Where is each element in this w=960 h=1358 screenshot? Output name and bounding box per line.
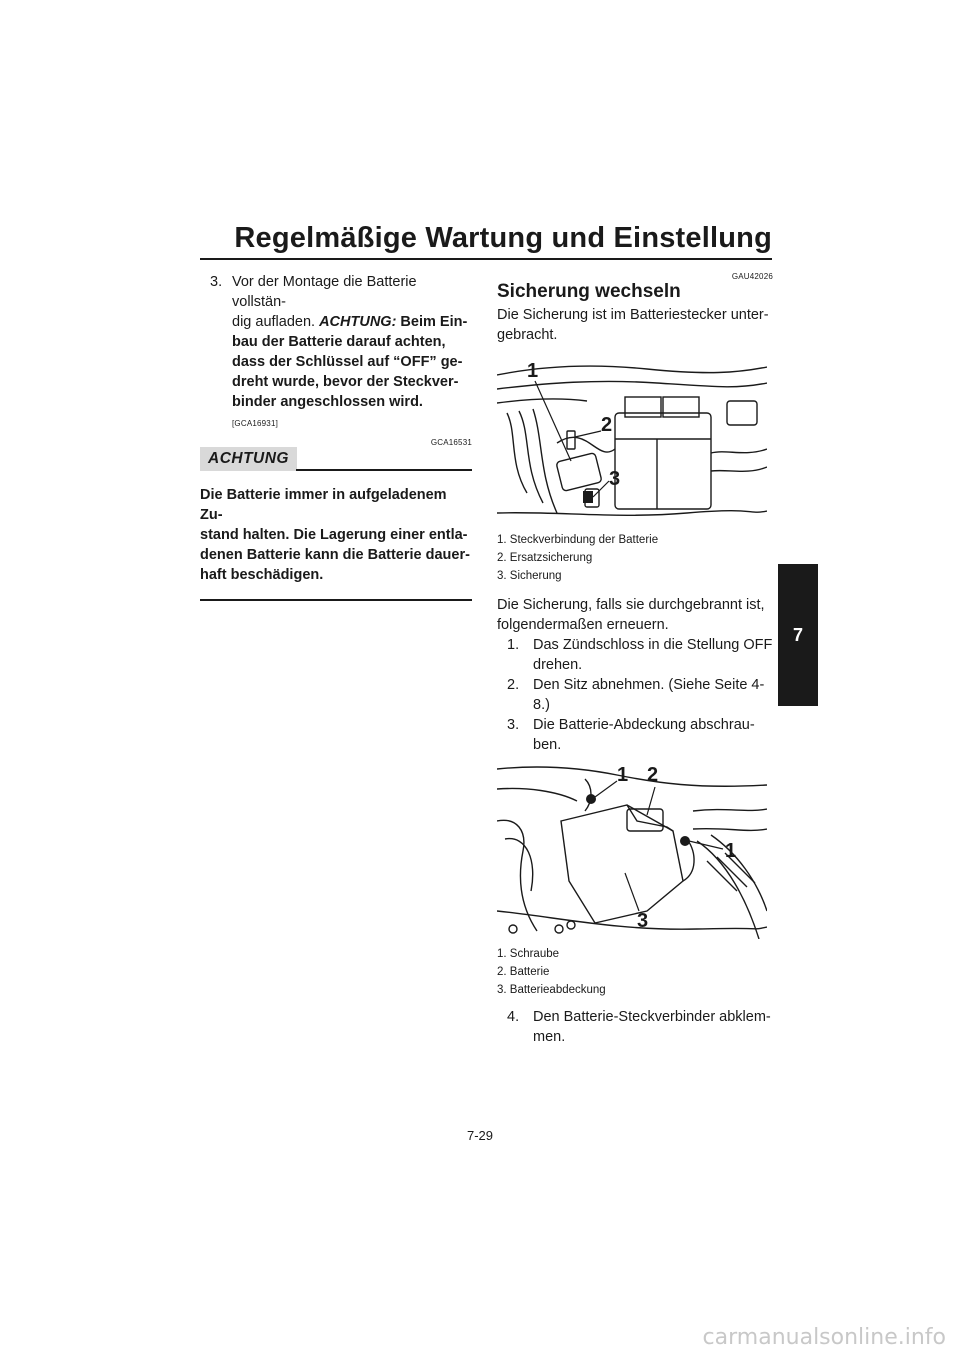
caution-inline-code: [GCA16931] bbox=[232, 419, 279, 428]
watermark: carmanualsonline.info bbox=[702, 1325, 946, 1350]
section-intro bbox=[497, 305, 773, 345]
figure-caption bbox=[497, 945, 773, 999]
figure-label: 1 bbox=[725, 840, 737, 862]
caution-inline-label: ACHTUNG: bbox=[319, 314, 397, 330]
procedure-intro bbox=[497, 595, 773, 635]
step-text-line: Vor der Montage die Batterie vollstän- bbox=[232, 274, 417, 310]
figure-battery-cover bbox=[497, 761, 767, 939]
figure-label: 1 bbox=[527, 360, 539, 382]
procedure-line: folgendermaßen erneuern. bbox=[497, 617, 669, 633]
caution-inline-text: dreht wurde, bevor der Steckver- bbox=[232, 374, 459, 390]
caption-line: 2. Ersatzsicherung bbox=[497, 552, 593, 564]
caution-header-rule bbox=[296, 469, 472, 471]
figure-label: 3 bbox=[609, 468, 621, 490]
caution-inline-text: bau der Batterie darauf achten, bbox=[232, 334, 446, 350]
step-number: 2. bbox=[507, 677, 520, 693]
figure-battery-connector bbox=[497, 353, 767, 525]
caption-line: 3. Batterieabdeckung bbox=[497, 984, 606, 996]
caption-line: 2. Batterie bbox=[497, 966, 550, 978]
step-text-line: Die Batterie-Abdeckung abschrau- bbox=[533, 717, 755, 733]
step-text: dig aufladen. bbox=[232, 314, 316, 330]
section-title: Sicherung wechseln bbox=[497, 281, 681, 302]
section-code: GAU42026 bbox=[731, 272, 773, 281]
intro-line: Die Sicherung ist im Batteriestecker unter- bbox=[497, 307, 769, 323]
caution-inline-text: Beim Ein- bbox=[396, 314, 468, 330]
page-number: 7-29 bbox=[466, 1128, 494, 1143]
step-number: 4. bbox=[507, 1009, 520, 1025]
caption-line: 3. Sicherung bbox=[497, 570, 562, 582]
caution-line: stand halten. Die Lagerung einer entla- bbox=[200, 527, 468, 543]
caution-code: GCA16531 bbox=[430, 438, 472, 447]
caution-inline-text: binder angeschlossen wird. bbox=[232, 394, 423, 410]
caption-line: 1. Schraube bbox=[497, 948, 560, 960]
step-text-line: men. bbox=[533, 1029, 566, 1045]
step-number: 1. bbox=[507, 637, 520, 653]
title-rule bbox=[200, 258, 772, 260]
caution-line: denen Batterie kann die Batterie dauer- bbox=[200, 547, 470, 563]
step-text-line: drehen. bbox=[533, 657, 583, 673]
caution-bottom-rule bbox=[200, 599, 472, 601]
right-column bbox=[497, 272, 773, 1047]
figure-label: 3 bbox=[637, 910, 649, 932]
step-text-line: ben. bbox=[533, 737, 562, 753]
figure-label: 2 bbox=[601, 414, 613, 436]
step-2 bbox=[507, 675, 773, 715]
step-1 bbox=[507, 635, 773, 675]
caution-body bbox=[200, 485, 472, 585]
step-3 bbox=[210, 272, 472, 434]
chapter-tab[interactable]: 7 bbox=[778, 564, 818, 706]
step-number: 3. bbox=[210, 274, 223, 290]
step-3 bbox=[507, 715, 773, 755]
intro-line: gebracht. bbox=[497, 327, 558, 343]
caution-line: Die Batterie immer in aufgeladenem Zu- bbox=[200, 487, 447, 523]
step-text-line: Das Zündschloss in die Stellung OFF bbox=[533, 637, 773, 653]
battery-cover-illustration bbox=[497, 761, 767, 939]
caution-inline-text: dass der Schlüssel auf “OFF” ge- bbox=[232, 354, 463, 370]
step-text-line: Den Sitz abnehmen. (Siehe Seite 4-8.) bbox=[533, 677, 765, 713]
caution-line: haft beschädigen. bbox=[200, 567, 324, 583]
caution-label: ACHTUNG bbox=[200, 447, 297, 471]
step-4 bbox=[507, 1007, 773, 1047]
procedure-line: Die Sicherung, falls sie durchgebrannt ist, bbox=[497, 597, 765, 613]
caution-header bbox=[200, 447, 472, 473]
figure-label: 1 bbox=[617, 764, 629, 786]
step-text-line: Den Batterie-Steckverbinder abklem- bbox=[533, 1009, 771, 1025]
step-text-line bbox=[232, 312, 472, 332]
page-title: Regelmäßige Wartung und Einstellung bbox=[234, 222, 772, 254]
step-number: 3. bbox=[507, 717, 520, 733]
left-column bbox=[200, 272, 472, 601]
battery-connector-illustration bbox=[497, 353, 767, 525]
figure-label: 2 bbox=[647, 764, 659, 786]
figure-caption bbox=[497, 531, 773, 585]
caption-line: 1. Steckverbindung der Batterie bbox=[497, 534, 659, 546]
